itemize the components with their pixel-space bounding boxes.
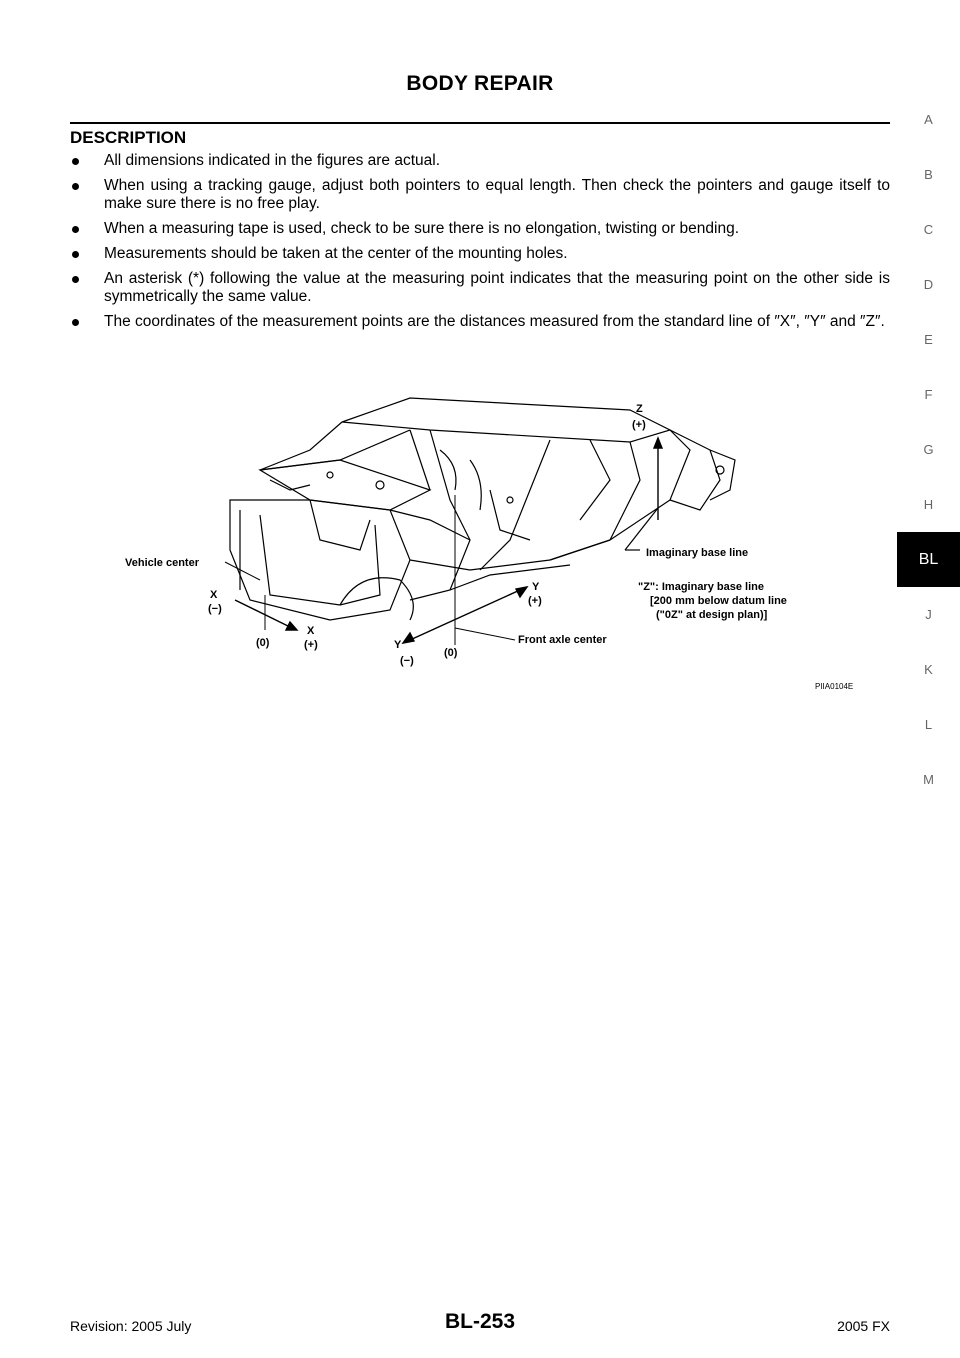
index-tab-j[interactable]: J — [925, 607, 932, 622]
bullet-icon — [72, 158, 79, 165]
bullet-icon — [72, 226, 79, 233]
z-axis-label: Z — [636, 403, 643, 415]
footer-model: 2005 FX — [837, 1318, 890, 1334]
front-axle-center-line — [455, 495, 515, 645]
figure-code: PIIA0104E — [815, 682, 854, 691]
list-item — [70, 313, 890, 331]
index-tab-h[interactable]: H — [923, 497, 934, 512]
x-minus-label: X — [210, 589, 218, 601]
imaginary-base-line-label: Imaginary base line — [646, 547, 749, 559]
bullet-icon — [72, 276, 79, 283]
index-tab-d[interactable]: D — [923, 277, 934, 292]
body-measurement-figure — [110, 390, 870, 700]
x-minus-sign: (−) — [208, 603, 222, 615]
index-tab-l[interactable]: L — [924, 717, 933, 732]
front-axle-center-label: Front axle center — [518, 634, 607, 646]
bullet-icon — [72, 183, 79, 190]
index-tab-e[interactable]: E — [924, 332, 933, 347]
y-zero-label: (0) — [444, 647, 458, 659]
car-body-diagram — [110, 390, 870, 700]
y-plus-sign: (+) — [528, 595, 542, 607]
x-plus-label: X — [307, 625, 315, 637]
z-axis — [654, 438, 662, 520]
index-tab-f[interactable]: F — [924, 387, 933, 402]
list-item-text: All dimensions indicated in the figures are actual. — [104, 152, 441, 169]
y-minus-sign: (−) — [400, 655, 414, 667]
title-rule — [70, 122, 890, 124]
list-item — [70, 245, 890, 263]
z-note-line1: "Z": Imaginary base line — [638, 581, 764, 593]
page-title: BODY REPAIR — [406, 72, 554, 95]
z-plus-label: (+) — [632, 419, 646, 431]
index-tab-m[interactable]: M — [923, 772, 934, 787]
x-zero-label: (0) — [256, 637, 270, 649]
list-item-text: Measurements should be taken at the center of the mounting holes. — [104, 245, 568, 262]
list-item-text: An asterisk (*) following the value at the measuring point indicates that the measuring point on the other side is symmetrically the same value. — [104, 270, 890, 305]
list-item-text: The coordinates of the measurement points are the distances measured from the standard line of ″X″, ″Y″ and ″Z″. — [104, 313, 885, 330]
list-item — [70, 220, 890, 238]
section-index-tabs — [897, 92, 960, 807]
z-note-line2: [200 mm below datum line — [650, 595, 787, 607]
footer-page-number: BL-253 — [444, 1310, 516, 1333]
section-heading: DESCRIPTION — [70, 128, 187, 147]
index-tab-a[interactable]: A — [924, 112, 933, 127]
bullet-icon — [72, 319, 79, 326]
y-minus-label: Y — [394, 639, 402, 651]
bullet-icon — [72, 251, 79, 258]
index-tab-b[interactable]: B — [924, 167, 933, 182]
vehicle-center-line — [225, 562, 265, 630]
index-tab-g[interactable]: G — [923, 442, 934, 457]
footer-revision: Revision: 2005 July — [70, 1318, 192, 1334]
z-note-line3: ("0Z" at design plan)] — [656, 609, 768, 621]
list-item — [70, 270, 890, 306]
index-tab-k[interactable]: K — [924, 662, 933, 677]
x-plus-sign: (+) — [304, 639, 318, 651]
list-item-text: When using a tracking gauge, adjust both pointers to equal length. Then check the pointers and gauge itself to make sure there is no free play. — [104, 177, 890, 212]
list-item — [70, 177, 890, 213]
description-list — [70, 152, 890, 338]
index-tab-bl[interactable]: BL — [897, 532, 960, 587]
y-axis — [403, 587, 527, 643]
list-item-text: When a measuring tape is used, check to be sure there is no elongation, twisting or bending. — [104, 220, 740, 237]
vehicle-center-label: Vehicle center — [125, 557, 199, 569]
index-tab-c[interactable]: C — [923, 222, 934, 237]
list-item — [70, 152, 890, 170]
imaginary-base-line — [625, 508, 658, 550]
y-plus-label: Y — [532, 581, 540, 593]
